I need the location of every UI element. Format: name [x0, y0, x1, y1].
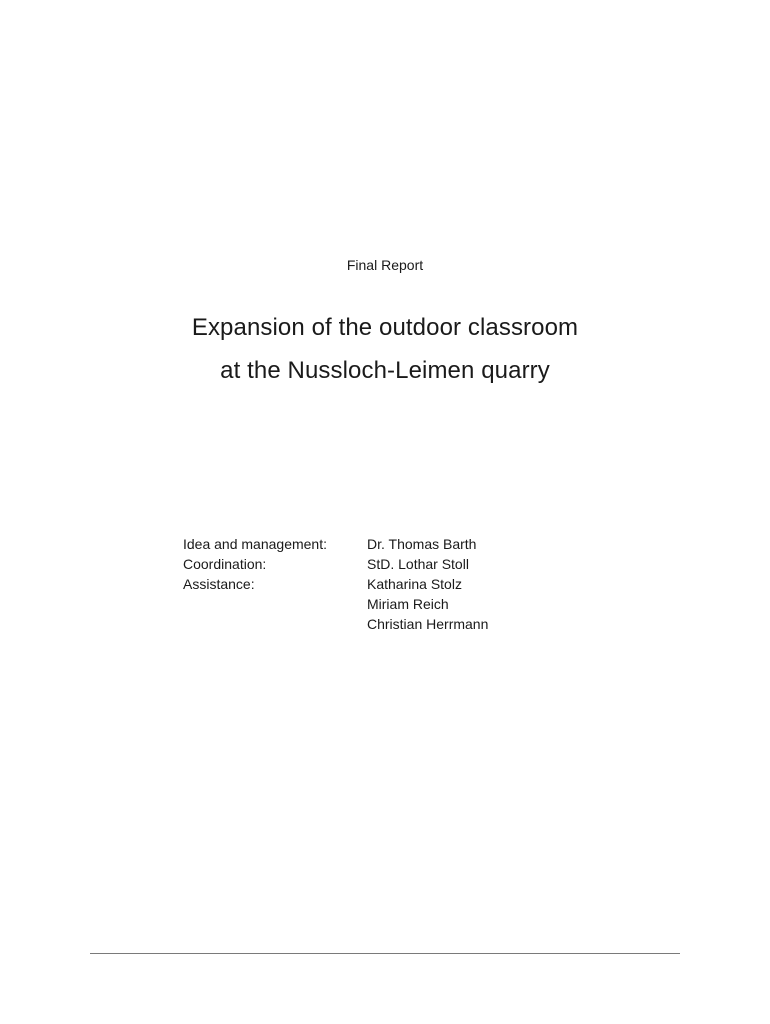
report-type-label: Final Report [346, 257, 424, 273]
title-line-1: Expansion of the outdoor classroom [191, 314, 579, 341]
credit-row [183, 614, 603, 634]
credit-name: Miriam Reich [367, 596, 449, 612]
credit-name: StD. Lothar Stoll [367, 556, 469, 572]
credit-row [183, 594, 603, 614]
credit-role [183, 614, 367, 634]
credit-role: Idea and management: [183, 536, 327, 552]
credit-row [183, 554, 603, 574]
credit-name: Christian Herrmann [367, 616, 489, 632]
credits-block [183, 534, 603, 634]
credit-role: Coordination: [183, 556, 267, 572]
credit-role: Assistance: [183, 576, 255, 592]
credit-name: Dr. Thomas Barth [367, 536, 477, 552]
credit-role [183, 594, 367, 614]
credit-row [183, 574, 603, 594]
credit-row [183, 534, 603, 554]
credit-name: Katharina Stolz [367, 576, 462, 592]
footer-divider [90, 953, 680, 954]
title-line-2: at the Nussloch-Leimen quarry [220, 357, 550, 384]
